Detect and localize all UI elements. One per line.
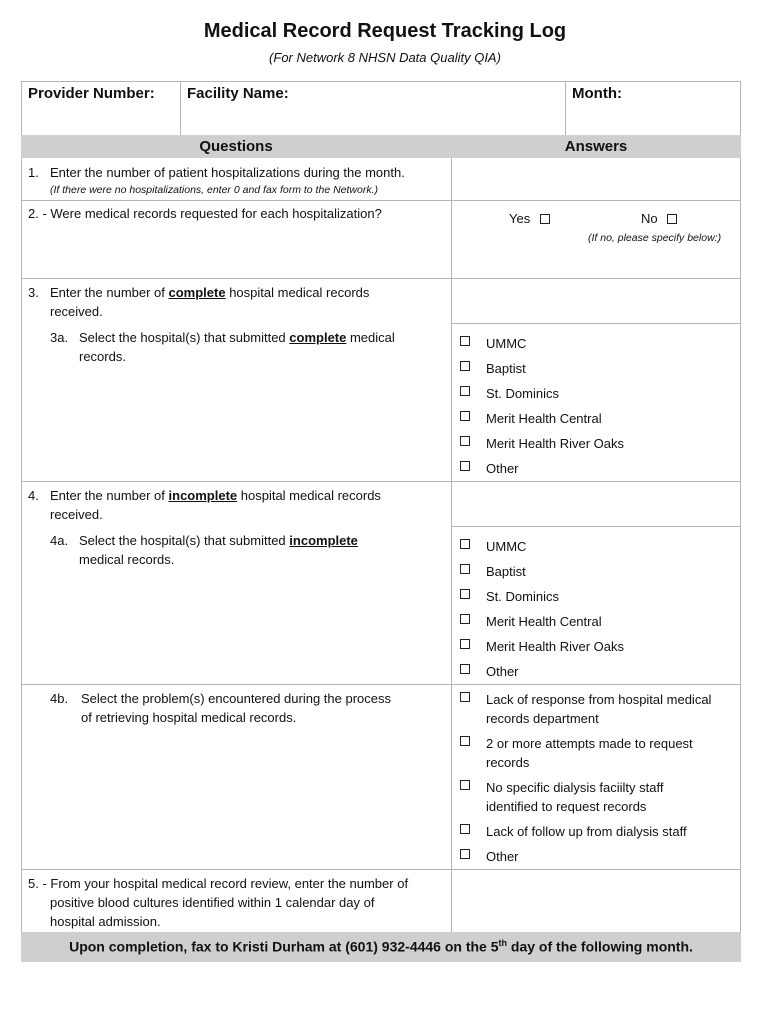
question-4b-line2: of retrieving hospital medical records. [81, 710, 297, 725]
checkbox[interactable] [460, 589, 470, 599]
question-4a-number: 4a. [50, 533, 69, 548]
question-2-text: 2. - Were medical records requested for each hospitalization? [28, 206, 382, 221]
footer-instruction: Upon completion, fax to Kristi Durham at (601) 932-4446 on the 5th day of the following month. [69, 938, 693, 955]
question-3-number: 3. [28, 285, 39, 300]
question-3a-emphasis: complete [289, 330, 347, 345]
checkbox[interactable] [460, 461, 470, 471]
question-4a-text-pre: Select the hospital(s) that submitted [79, 533, 290, 548]
option-label: Lack of follow up from dialysis staff [486, 824, 687, 839]
checkbox[interactable] [460, 336, 470, 346]
question-3a-text-post: medical [346, 330, 395, 345]
checkbox[interactable] [460, 361, 470, 371]
option-label: 2 or more attempts made to request records [486, 736, 693, 770]
checkbox[interactable] [460, 411, 470, 421]
question-4a-emphasis: incomplete [289, 533, 358, 548]
question-5 [28, 874, 448, 931]
question-3a-text-pre: Select the hospital(s) that submitted [79, 330, 290, 345]
checkbox[interactable] [460, 849, 470, 859]
question-5-line3: hospital admission. [50, 914, 161, 929]
question-3a-number: 3a. [50, 330, 69, 345]
option-label: St. Dominics [486, 386, 559, 401]
checkbox[interactable] [460, 780, 470, 790]
yes-label: Yes [509, 211, 531, 226]
checkbox[interactable] [460, 824, 470, 834]
month-field[interactable] [566, 108, 740, 134]
option-label: Other [486, 461, 519, 476]
question-3-text-pre: Enter the number of [50, 285, 169, 300]
question-1-number: 1. [28, 165, 39, 180]
question-3-text-post: hospital medical records [225, 285, 370, 300]
answer-1-field[interactable] [452, 159, 740, 199]
option-label: No specific dialysis faciilty staff identified to request records [486, 780, 664, 814]
question-1-text: Enter the number of patient hospitalizations during the month. [50, 165, 405, 180]
no-checkbox[interactable] [667, 214, 677, 224]
answer-4-field[interactable] [452, 482, 740, 525]
question-4a-line2: medical records. [79, 552, 175, 567]
checkbox[interactable] [460, 539, 470, 549]
provider-number-label: Provider Number: [28, 85, 155, 102]
answer-2-yes[interactable] [509, 211, 550, 226]
option-label: UMMC [486, 336, 527, 351]
answer-2-no[interactable] [641, 211, 677, 226]
question-3-emphasis: complete [168, 285, 226, 300]
option-label: Merit Health River Oaks [486, 436, 624, 451]
form-title: Medical Record Request Tracking Log [203, 20, 567, 42]
checkbox[interactable] [460, 639, 470, 649]
question-3a-line2: records. [79, 349, 126, 364]
checkbox[interactable] [460, 692, 470, 702]
checkbox[interactable] [460, 664, 470, 674]
facility-name-field[interactable] [181, 108, 564, 134]
provider-number-field[interactable] [22, 108, 179, 134]
question-4b-number: 4b. [50, 691, 69, 706]
question-5-line1: 5. - From your hospital medical record review, enter the number of [28, 876, 409, 891]
option-label: Other [486, 664, 519, 679]
question-3-line2: received. [50, 304, 103, 319]
question-4-text-pre: Enter the number of [50, 488, 169, 503]
no-label: No [641, 211, 658, 226]
option-label: St. Dominics [486, 589, 559, 604]
question-1-note: (If there were no hospitalizations, enter 0 and fax form to the Network.) [50, 184, 378, 196]
answer-2-note: (If no, please specify below:) [588, 232, 722, 244]
question-4-emphasis: incomplete [168, 488, 238, 503]
checkbox[interactable] [460, 436, 470, 446]
option-label: Merit Health Central [486, 411, 602, 426]
question-4-line2: received. [50, 507, 103, 522]
option-label: Other [486, 849, 519, 864]
question-4b-line1: Select the problem(s) encountered during the process [81, 691, 392, 706]
checkbox[interactable] [460, 386, 470, 396]
form-subtitle: (For Network 8 NHSN Data Quality QIA) [269, 50, 501, 65]
yes-checkbox[interactable] [540, 214, 550, 224]
option-label: Baptist [486, 564, 526, 579]
option-label: UMMC [486, 539, 527, 554]
question-4-text-post: hospital medical records [237, 488, 381, 503]
question-4-number: 4. [28, 488, 39, 503]
month-label: Month: [572, 85, 622, 102]
questions-header: Questions [199, 138, 273, 155]
checkbox[interactable] [460, 614, 470, 624]
facility-name-label: Facility Name: [187, 85, 289, 102]
answer-5-field[interactable] [452, 870, 740, 931]
answer-3-field[interactable] [452, 279, 740, 322]
option-label: Merit Health River Oaks [486, 639, 624, 654]
answers-header: Answers [564, 138, 628, 155]
checkbox[interactable] [460, 736, 470, 746]
option-label: Baptist [486, 361, 526, 376]
option-label: Merit Health Central [486, 614, 602, 629]
question-5-line2: positive blood cultures identified within 1 calendar day of [50, 895, 375, 910]
option-label: Lack of response from hospital medical records department [486, 692, 712, 726]
checkbox[interactable] [460, 564, 470, 574]
